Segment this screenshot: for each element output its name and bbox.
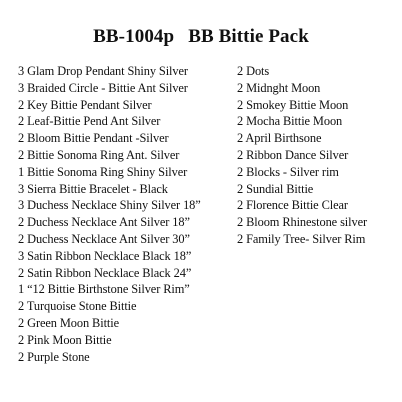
list-item: 2 Duchess Necklace Ant Silver 18” (18, 215, 190, 230)
list-item: 2 Florence Bittie Clear (237, 198, 348, 213)
product-sku: BB-1004p (93, 26, 175, 47)
list-item: 2 Bloom Rhinestone silver (237, 215, 368, 230)
product-name: BB Bittie Pack (188, 26, 309, 47)
page-title (0, 26, 402, 48)
list-item: 2 Turquoise Stone Bittie (18, 299, 137, 314)
list-item: 1 “12 Bittie Birthstone Silver Rim” (18, 282, 190, 297)
list-item: 1 Bittie Sonoma Ring Shiny Silver (18, 164, 188, 179)
list-item: 2 Bloom Bittie Pendant -Silver (18, 131, 169, 146)
list-item: 2 Midnght Moon (237, 80, 321, 95)
contents-list-left (18, 63, 201, 365)
list-item: 2 Duchess Necklace Ant Silver 30” (18, 231, 190, 246)
list-item: 3 Braided Circle - Bittie Ant Silver (18, 80, 188, 95)
list-item: 3 Duchess Necklace Shiny Silver 18” (18, 198, 201, 213)
list-item: 2 Purple Stone (18, 349, 90, 364)
list-item: 2 Ribbon Dance Silver (237, 147, 349, 162)
list-item: 2 Satin Ribbon Necklace Black 24” (18, 265, 192, 280)
contents-list-right (237, 63, 367, 248)
list-item: 2 April Birthsone (237, 131, 322, 146)
list-item: 2 Leaf-Bittie Pend Ant Silver (18, 114, 161, 129)
list-item: 2 Sundial Bittie (237, 181, 314, 196)
list-item: 2 Smokey Bittie Moon (237, 97, 349, 112)
list-item: 3 Satin Ribbon Necklace Black 18” (18, 248, 192, 263)
list-item: 2 Bittie Sonoma Ring Ant. Silver (18, 147, 180, 162)
list-item: 2 Key Bittie Pendant Silver (18, 97, 152, 112)
list-item: 3 Sierra Bittie Bracelet - Black (18, 181, 168, 196)
list-item: 2 Mocha Bittie Moon (237, 114, 343, 129)
list-item: 2 Blocks - Silver rim (237, 164, 339, 179)
list-item: 2 Family Tree- Silver Rim (237, 231, 366, 246)
list-item: 2 Dots (237, 64, 270, 78)
list-item: 2 Pink Moon Bittie (18, 332, 112, 347)
list-item: 2 Green Moon Bittie (18, 315, 119, 330)
list-item: 3 Glam Drop Pendant Shiny Silver (18, 64, 188, 78)
